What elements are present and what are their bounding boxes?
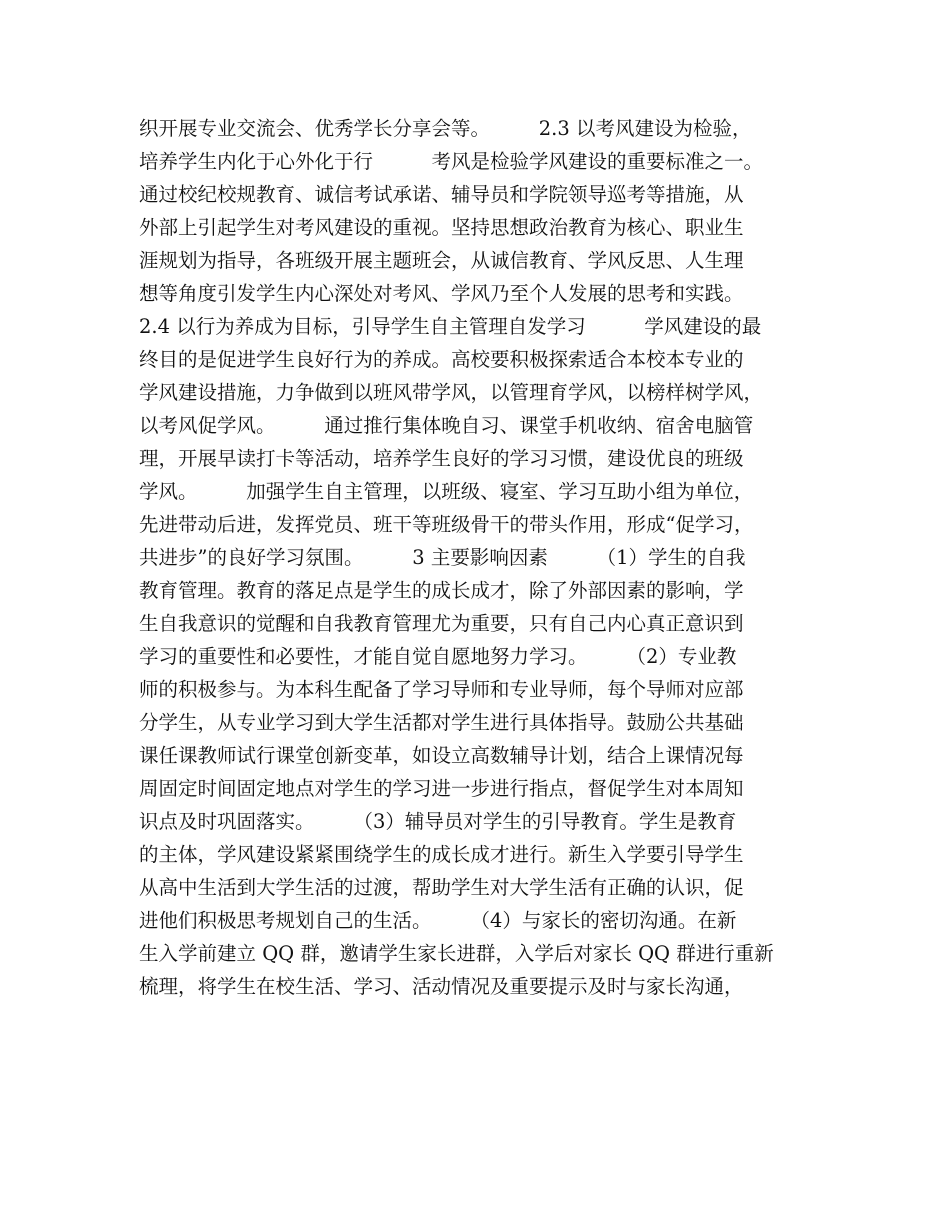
text-line: 共进步”的良好学习氛围。 3 主要影响因素 （1）学生的自我 — [139, 546, 746, 569]
text-line: 课任课教师试行课堂创新变革，如设立高数辅导计划，结合上课情况每 — [139, 744, 744, 767]
text-line: 外部上引起学生对考风建设的重视。坚持思想政治教育为核心、职业生 — [139, 216, 744, 239]
text-line: 的主体，学风建设紧紧围绕学生的成长成才进行。新生入学要引导学生 — [139, 843, 744, 866]
text-line: 以考风促学风。 通过推行集体晚自习、课堂手机收纳、宿舍电脑管 — [139, 414, 754, 437]
text-line: 教育管理。教育的落足点是学生的成长成才，除了外部因素的影响，学 — [139, 579, 744, 602]
text-line: 梳理，将学生在校生活、学习、活动情况及重要提示及时与家长沟通， — [139, 975, 744, 998]
text-line: 学风建设措施，力争做到以班风带学风，以管理育学风，以榜样树学风， — [139, 381, 764, 404]
text-line: 学风。 加强学生自主管理，以班级、寝室、学习互助小组为单位， — [139, 480, 754, 503]
text-line: 识点及时巩固落实。 （3）辅导员对学生的引导教育。学生是教育 — [139, 810, 737, 833]
text-line: 先进带动后进，发挥党员、班干等班级骨干的带头作用，形成“促学习， — [139, 513, 754, 536]
text-line: 理，开展早读打卡等活动，培养学生良好的学习习惯，建设优良的班级 — [139, 447, 744, 470]
text-line: 学习的重要性和必要性，才能自觉自愿地努力学习。 （2）专业教 — [139, 645, 737, 668]
text-line: 想等角度引发学生内心深处对考风、学风乃至个人发展的思考和实践。 — [139, 282, 744, 305]
body-text — [139, 112, 829, 1003]
text-line: 从高中生活到大学生活的过渡，帮助学生对大学生活有正确的认识，促 — [139, 876, 744, 899]
text-line: 终目的是促进学生良好行为的养成。高校要积极探索适合本校本专业的 — [139, 348, 744, 371]
text-line: 进他们积极思考规划自己的生活。 （4）与家长的密切沟通。在新 — [139, 909, 737, 932]
text-line: 通过校纪校规教育、诚信考试承诺、辅导员和学院领导巡考等措施，从 — [139, 183, 744, 206]
text-line: 周固定时间固定地点对学生的学习进一步进行指点，督促学生对本周知 — [139, 777, 744, 800]
text-line: 2.4 以行为养成为目标，引导学生自主管理自发学习 学风建设的最 — [139, 315, 762, 338]
text-line: 织开展专业交流会、优秀学长分享会等。 2.3 以考风建设为检验， — [139, 117, 752, 140]
text-line: 师的积极参与。为本科生配备了学习导师和专业导师，每个导师对应部 — [139, 678, 744, 701]
text-line: 涯规划为指导，各班级开展主题班会，从诚信教育、学风反思、人生理 — [139, 249, 744, 272]
text-line: 生入学前建立 QQ 群，邀请学生家长进群，入学后对家长 QQ 群进行重新 — [139, 942, 774, 965]
text-line: 培养学生内化于心外化于行 考风是检验学风建设的重要标准之一。 — [139, 150, 764, 173]
text-line: 分学生，从专业学习到大学生活都对学生进行具体指导。鼓励公共基础 — [139, 711, 744, 734]
text-line: 生自我意识的觉醒和自我教育管理尤为重要，只有自己内心真正意识到 — [139, 612, 744, 635]
